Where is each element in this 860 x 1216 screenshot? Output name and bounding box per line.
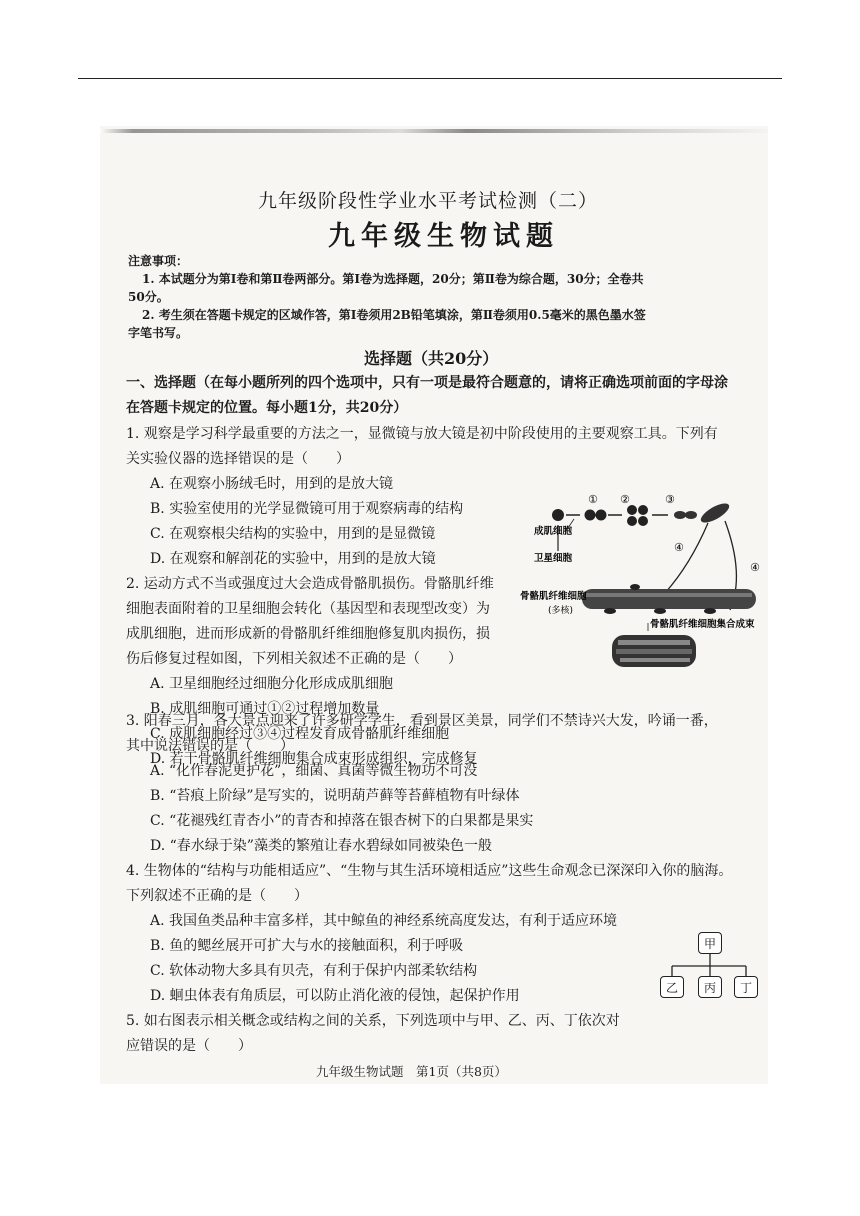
notes-heading: 注意事项： (128, 254, 189, 268)
subject-title: 九年级生物试题 (328, 221, 559, 252)
q1-option-b: B. 实验室使用的光学显微镜可用于观察病毒的结构 (150, 501, 464, 517)
tree-node-child-1: 乙 (660, 976, 684, 998)
q2-stem-a: 2. 运动方式不当或强度过大会造成骨骼肌损伤。骨骼肌纤维 (126, 576, 494, 592)
tree-node-child-2: 丙 (698, 976, 722, 998)
q4-stem-a: 4. 生物体的“结构与功能相适应”、“生物与其生活环境相适应”这些生命观念已深深印入你的脑海。 (126, 863, 733, 879)
note-1b: 50分。 (128, 290, 169, 304)
note-1a: 1. 本试题分为第Ⅰ卷和第Ⅱ卷两部分。第Ⅰ卷为选择题，20分；第Ⅱ卷为综合题，30分；全卷共 (142, 272, 644, 286)
tree-node-child-3: 丁 (734, 976, 758, 998)
q1-stem-a: 1. 观察是学习科学最重要的方法之一，显微镜与放大镜是初中阶段使用的主要观察工具。下列有 (126, 426, 718, 442)
section-title: 选择题（共20分） (364, 349, 499, 368)
note-2b: 字笔书写。 (128, 326, 189, 340)
q3-option-d: D. “春水绿于染”藻类的繁殖让春水碧绿如同被染色一般 (150, 838, 492, 854)
cell-stage-two (585, 510, 607, 521)
q1-option-a: A. 在观察小肠绒毛时，用到的是放大镜 (150, 476, 394, 492)
q3-option-a: A. “化作春泥更护花”，细菌、真菌等微生物功不可没 (150, 763, 478, 779)
bundle-label: 骨骼肌纤维细胞集合成束 (650, 619, 755, 630)
q3-option-b: B. “苔痕上阶绿”是写实的，说明葫芦藓等苔藓植物有叶绿体 (150, 788, 520, 804)
q2-option-c: C. 成肌细胞经过③④过程发育成骨骼肌纤维细胞 (150, 726, 450, 742)
sheet-top-edge (100, 129, 768, 133)
page-footer: 九年级生物试题 第1页（共8页） (316, 1064, 507, 1079)
q4-option-d: D. 蛔虫体表有角质层，可以防止消化液的侵蚀，起保护作用 (150, 988, 520, 1004)
fiber-label: 骨骼肌纤维细胞 (520, 591, 587, 602)
satellite-label: 卫星细胞 (534, 553, 573, 564)
q1-stem-b: 关实验仪器的选择错误的是（ ） (126, 451, 350, 467)
q2-stem-c: 成肌细胞，进而形成新的骨骼肌纤维细胞修复肌肉损伤，损 (126, 626, 490, 642)
concept-tree (656, 930, 768, 1002)
fused-myotube (698, 500, 732, 526)
q5-stem-a: 5. 如右图表示相关概念或结构之间的关系，下列选项中与甲、乙、丙、丁依次对 (126, 1013, 620, 1029)
q2-stem-d: 伤后修复过程如图，下列相关叙述不正确的是（ ） (126, 651, 462, 667)
fiber-bundle (612, 635, 696, 667)
section-instruction-a: 一、选择题（在每小题所列的四个选项中，只有一项是最符合题意的，请将正确选项前面的字母涂 (126, 375, 728, 391)
step-3-label: ③ (665, 493, 675, 506)
q4-option-b: B. 鱼的鳃丝展开可扩大与水的接触面积，利于呼吸 (150, 938, 464, 954)
cell-stage-single (552, 509, 564, 521)
q2-stem-b: 细胞表面附着的卫星细胞会转化（基因型和表现型改变）为 (126, 601, 490, 617)
section-instruction-b: 在答题卡规定的位置。每小题1分，共20分） (126, 400, 408, 416)
note-2a: 2. 考生须在答题卡规定的区域作答，第Ⅰ卷须用2B铅笔填涂，第Ⅱ卷须用0.5毫米的黑色墨水签 (142, 308, 646, 322)
exam-title: 九年级阶段性学业水平考试检测（二） (258, 190, 599, 212)
fiber-multinucleate-label: (多核) (548, 606, 574, 616)
cell-stage-four (627, 505, 648, 526)
q3-option-c: C. “花褪残红青杏小”的青杏和掉落在银杏树下的白果都是果实 (150, 813, 534, 829)
muscle-repair-figure (520, 485, 770, 675)
step-4a-label: ④ (674, 541, 684, 554)
step-4b-label: ④ (750, 561, 760, 574)
q2-option-d: D. 若干骨骼肌纤维细胞集合成束形成组织，完成修复 (150, 751, 478, 767)
q4-option-c: C. 软体动物大多具有贝壳，有利于保护内部柔软结构 (150, 963, 478, 979)
step-2-label: ② (620, 493, 630, 506)
q2-option-a: A. 卫星细胞经过细胞分化形成成肌细胞 (150, 676, 394, 692)
q5-stem-b: 应错误的是（ ） (126, 1038, 252, 1054)
q3-stem-b: 其中说法错误的是（ ） (126, 738, 294, 754)
tree-node-root: 甲 (698, 932, 722, 954)
q4-stem-b: 下列叙述不正确的是（ ） (126, 888, 308, 904)
header-rule (78, 78, 782, 79)
q2-option-b: B. 成肌细胞可通过①②过程增加数量 (150, 701, 380, 717)
myoblast-label: 成肌细胞 (534, 526, 573, 537)
q1-option-d: D. 在观察和解剖花的实验中，用到的是放大镜 (150, 551, 436, 567)
q4-option-a: A. 我国鱼类品种丰富多样，其中鲸鱼的神经系统高度发达，有利于适应环境 (150, 913, 618, 929)
step-1-label: ① (588, 493, 598, 506)
q1-option-c: C. 在观察根尖结构的实验中，用到的是显微镜 (150, 526, 436, 542)
cell-chain (674, 511, 697, 519)
q3-stem-a: 3. 阳春三月，各大景点迎来了许多研学学生，看到景区美景，同学们不禁诗兴大发，吟诵一番， (126, 713, 718, 729)
arrow-4a (665, 523, 708, 593)
